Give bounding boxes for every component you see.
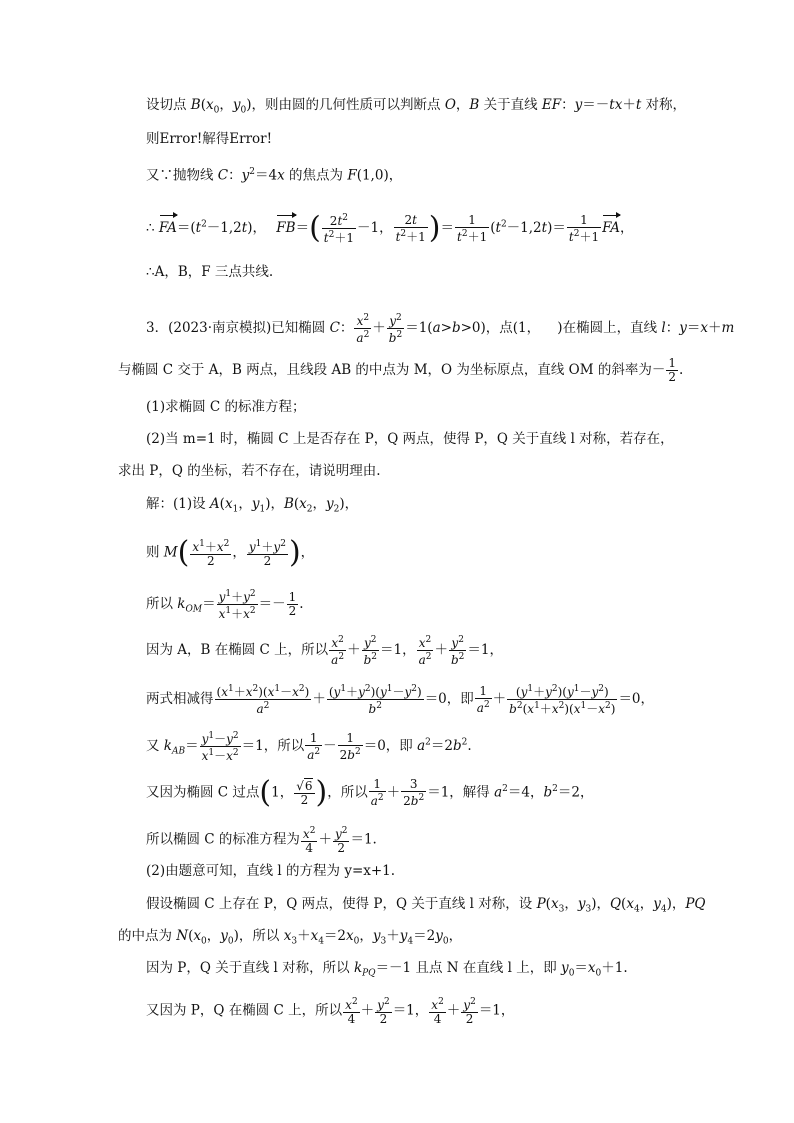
question-2: (2)当 m=1 时，椭圆 C 上是否存在 P，Q 两点，使得 P，Q 关于直线 l 对称，若存在， (146, 431, 674, 447)
solution-line-8: 所以椭圆 C 的标准方程为 $\frac{x^2}{4}$ ＋ $\frac{y^2}{2}$ ＝1. (146, 826, 377, 855)
vector-equation-line: ∴ $FA=(t^2-1,2t)$， FB＝( $\frac{2t^2}{t^2+1}$ －1， $\frac{2t}{t^2+1}$ )＝ $\frac{1}{t^2+1}$ $(t^2-1,2t)=$ $\frac{1}{t^2+1}$ FA， (146, 210, 634, 246)
solution-line-10: 假设椭圆 C 上存在 P，Q 两点，使得 P，Q 关于直线 l 对称，设 $P(x_3$，$y_3$)，$Q(x_4$，$y_4$)，PQ (146, 896, 706, 915)
solution-line-1: 解：(1)设 $A(x_1$，$y_1$)，$B(x_2$，$y_2$)， (146, 496, 359, 515)
solution-line-4: 因为 A，B 在椭圆 C 上，所以 $\frac{x^2}{a^2}$ ＋ $\frac{y^2}{b^2}$ ＝1， $\frac{x^2}{a^2}$ ＋ $\frac{y^2}{b^2}$ ＝1， (146, 635, 503, 667)
problem-3-line-2: 与椭圆 C 交于 A，B 两点，且线段 AB 的中点为 M，O 为坐标原点，直线 OM 的斜率为－ $\frac{1}{2}$ . (118, 356, 684, 384)
solution-line-11: 的中点为 $N(x_0$，$y_0$)，所以 $x_3+x_4=2x_0$，$y_3+y_4=2y_0$， (118, 928, 463, 947)
solution-line-5: 两式相减得 $\frac{(x^1+x^2)(x^1-x^2)}{a^2}$ ＋ $\frac{(y^1+y^2)(y^1-y^2)}{b^2}$ ＝0，即 $\frac{1}{a^2}$ ＋ $\frac{(y^1+y^2)(y^1-y^2)}{b^2(x^1+x^2)(x^1-x^2)}$ ＝0， (146, 683, 655, 716)
solution-line-3: 所以 $k_{OM}=$ $\frac{y^1+y^2}{x^1+x^2}$ ＝－ $\frac{1}{2}$ . (146, 589, 304, 621)
problem-3-line-1: 3．(2023·南京模拟)已知椭圆 C： $\frac{x^2}{a^2}$ ＋ $\frac{y^2}{b^2}$ ＝1(a>b>0)，点(1， )在椭圆上，直线 l：y＝x＋m (146, 313, 735, 345)
solution-line-13: 又因为 P，Q 在椭圆 C 上，所以 $\frac{x^2}{4}$ ＋ $\frac{y^2}{2}$ ＝1， $\frac{x^2}{4}$ ＋ $\frac{y^2}{2}$ ＝1， (146, 997, 515, 1026)
solution-line-7: 又因为椭圆 C 过点(1， $\frac{√6}{2}$ )，所以 $\frac{1}{a^2}$ ＋ $\frac{3}{2b^2}$ ＝1，解得 $a^2=4$，$b^2=2$， (146, 775, 594, 810)
text-line-2: 则Error!解得Error! (146, 131, 273, 147)
solution-line-6: 又 $k_{AB}=$ $\frac{y^1-y^2}{x^1-x^2}$ ＝1，所以 $\frac{1}{a^2}$ － $\frac{1}{2b^2}$ ＝0，即 $a^2=2b^2$. (146, 730, 472, 763)
solution-line-2: 则 M( $\frac{x^1+x^2}{2}$ ， $\frac{y^1+y^2}{2}$ )， (146, 535, 315, 570)
text-line-1: 设切点 $B(x_0$，$y_0$)，则由圆的几何性质可以判断点 O，B 关于直线 EF：y＝－tx＋t 对称， (146, 97, 687, 116)
question-1: (1)求椭圆 C 的标准方程； (146, 399, 306, 415)
solution-line-9: (2)由题意可知，直线 l 的方程为 y=x+1. (146, 863, 396, 879)
question-2-cont: 求出 P，Q 的坐标，若不存在，请说明理由. (118, 463, 381, 479)
solution-line-12: 因为 P，Q 关于直线 l 对称，所以 $k_{PQ}=-1$ 且点 N 在直线 l 上，即 $y_0=x_0+1$. (146, 960, 628, 979)
text-line-5: ∴A，B，F 三点共线. (146, 264, 274, 280)
text-line-3: 又∵抛物线 C：$y^2=4x$ 的焦点为 F(1,0)， (146, 167, 403, 184)
